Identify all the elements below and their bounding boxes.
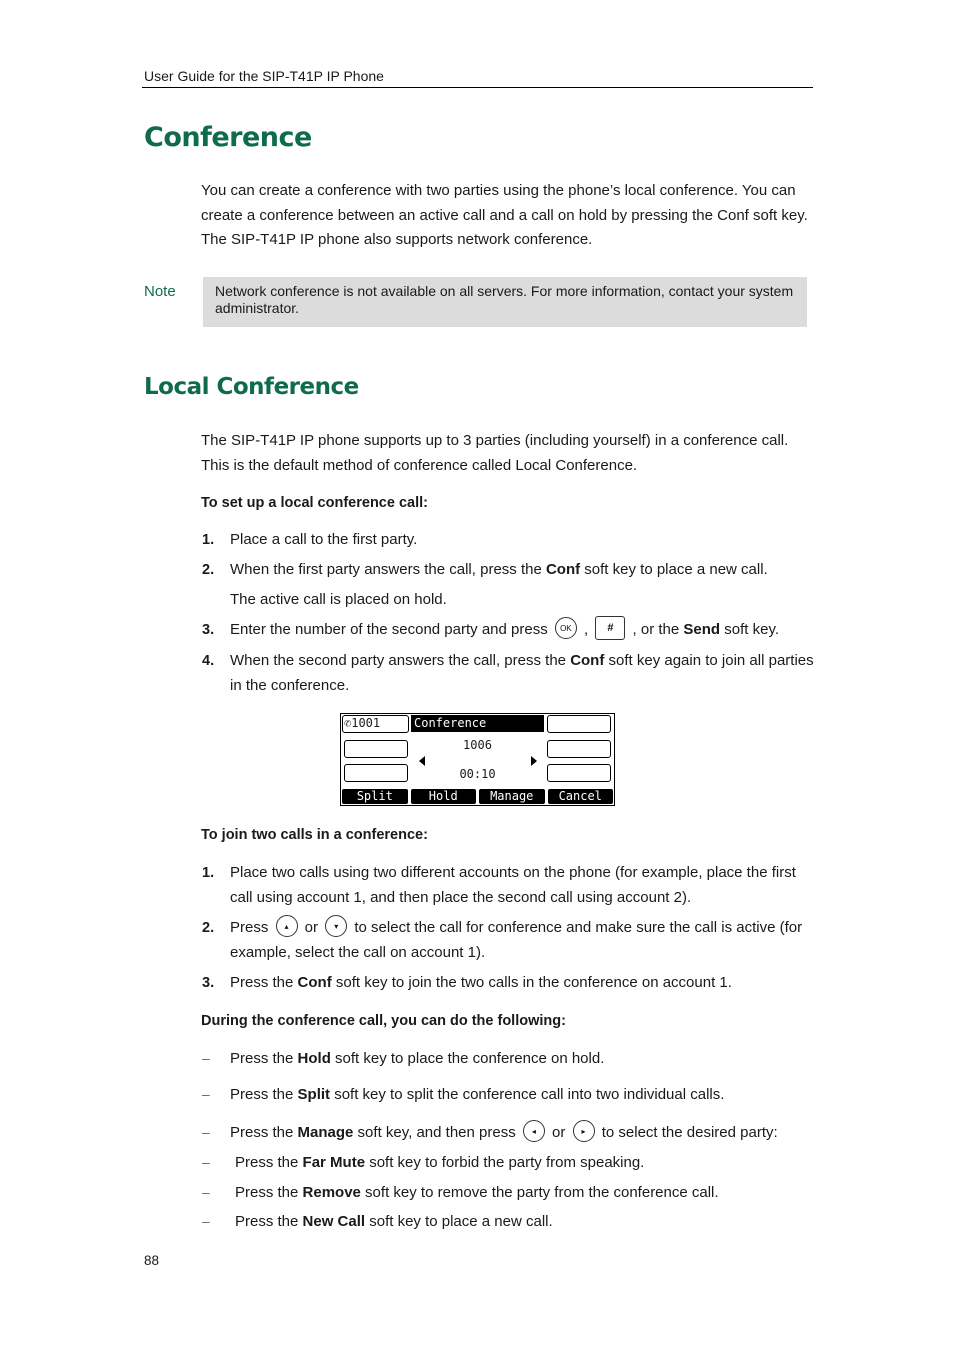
setup-step-2: When the first party answers the call, press the Conf soft key to place a new call. [230, 561, 768, 578]
setup-step-1: Place a call to the first party. [230, 531, 418, 548]
header-rule [142, 87, 813, 88]
phone-lcd-screen [340, 713, 615, 806]
lcd-title-bar: Conference [411, 715, 544, 732]
down-key-icon: ▾ [325, 915, 347, 937]
section-intro: The SIP-T41P IP phone supports up to 3 parties (including yourself) in a conference call. This is the default method of conference called Local Conference. [201, 432, 789, 474]
far-mute-key-name: Far Mute [302, 1154, 366, 1171]
conf-key-name: Conf [570, 652, 605, 669]
during-subitem-new-call: Press the New Call soft key to place a new call. [235, 1213, 553, 1230]
join-heading: To join two calls in a conference: [201, 827, 428, 843]
softkey-cancel[interactable]: Cancel [548, 789, 614, 804]
bullet-dash: – [202, 1086, 210, 1102]
step-number: 4. [202, 653, 215, 669]
left-key-icon: ◂ [523, 1120, 545, 1142]
during-item-manage: Press the Manage soft key, and then press ◂ or ▸ to select the desired party: [230, 1121, 814, 1146]
softkey-manage[interactable]: Manage [479, 789, 545, 804]
manage-key-name: Manage [297, 1124, 354, 1141]
conf-key-name: Conf [297, 974, 332, 991]
left-arrow-icon [419, 756, 425, 766]
softkey-hold[interactable]: Hold [411, 789, 477, 804]
intro-paragraph: You can create a conference with two parties using the phone’s local conference. You can create a conference between an active call and a call on hold by pressing the Conf soft key. The SIP-T41P IP phone also supports network conference. [201, 182, 808, 248]
setup-step-3: Enter the number of the second party and press OK , # , or the Send soft key. [230, 618, 814, 643]
during-subitem-remove: Press the Remove soft key to remove the party from the conference call. [235, 1184, 719, 1201]
step-number: 1. [202, 532, 215, 548]
bullet-dash: – [202, 1050, 210, 1066]
lcd-party-number: 1006 [463, 738, 492, 752]
join-step-2: Press ▴ or ▾ to select the call for conference and make sure the call is active (for example, select the call on account 1). [230, 916, 814, 965]
line-key-4 [547, 715, 611, 733]
right-key-icon: ▸ [573, 1120, 595, 1142]
note-label: Note [144, 283, 176, 300]
step-number: 1. [202, 865, 215, 881]
page-number: 88 [144, 1253, 160, 1268]
step-number: 2. [202, 920, 215, 936]
bullet-dash: – [202, 1124, 210, 1140]
softkey-split[interactable]: Split [342, 789, 408, 804]
setup-step-4: When the second party answers the call, press the Conf soft key again to join all parties in the conference. [230, 652, 814, 694]
ok-key-icon: OK [555, 617, 577, 639]
right-arrow-icon [531, 756, 537, 766]
bullet-dash: – [202, 1184, 210, 1200]
during-item-split: Press the Split soft key to split the conference call into two individual calls. [230, 1086, 725, 1103]
bullet-dash: – [202, 1213, 210, 1229]
send-key-name: Send [683, 621, 721, 638]
lcd-call-timer: 00:10 [459, 767, 496, 781]
line-key-frame [342, 715, 409, 733]
during-item-hold: Press the Hold soft key to place the conference on hold. [230, 1050, 605, 1067]
setup-heading: To set up a local conference call: [201, 495, 428, 511]
note-box: Network conference is not available on all servers. For more information, contact your system administrator. [203, 277, 807, 327]
up-key-icon: ▴ [276, 915, 298, 937]
line-key-6 [547, 764, 611, 782]
line-key-2 [344, 740, 408, 758]
conf-key-name: Conf [545, 561, 581, 578]
hash-send-key-icon: # [595, 616, 625, 640]
during-heading: During the conference call, you can do the following: [201, 1013, 566, 1029]
join-step-1: Place two calls using two different accounts on the phone (for example, place the first call using account 1, and then place the second call using account 2). [230, 864, 796, 906]
split-key-name: Split [297, 1086, 331, 1103]
remove-key-name: Remove [302, 1184, 361, 1201]
phone-handset-icon: ✆ [344, 716, 352, 730]
running-header: User Guide for the SIP-T41P IP Phone [144, 68, 384, 84]
lcd-softkey-bar [342, 789, 613, 804]
account-line-1: ✆1001 [344, 716, 381, 730]
line-key-5 [547, 740, 611, 758]
step-number: 3. [202, 622, 215, 638]
hold-key-name: Hold [297, 1050, 331, 1067]
join-step-3: Press the Conf soft key to join the two calls in the conference on account 1. [230, 974, 732, 991]
section-title: Local Conference [144, 374, 359, 400]
step-number: 3. [202, 975, 215, 991]
line-key-3 [344, 764, 408, 782]
setup-step-2-note: The active call is placed on hold. [230, 591, 447, 608]
page-title: Conference [144, 122, 312, 153]
step-number: 2. [202, 562, 215, 578]
bullet-dash: – [202, 1154, 210, 1170]
during-subitem-far-mute: Press the Far Mute soft key to forbid the party from speaking. [235, 1154, 645, 1171]
new-call-key-name: New Call [302, 1213, 366, 1230]
